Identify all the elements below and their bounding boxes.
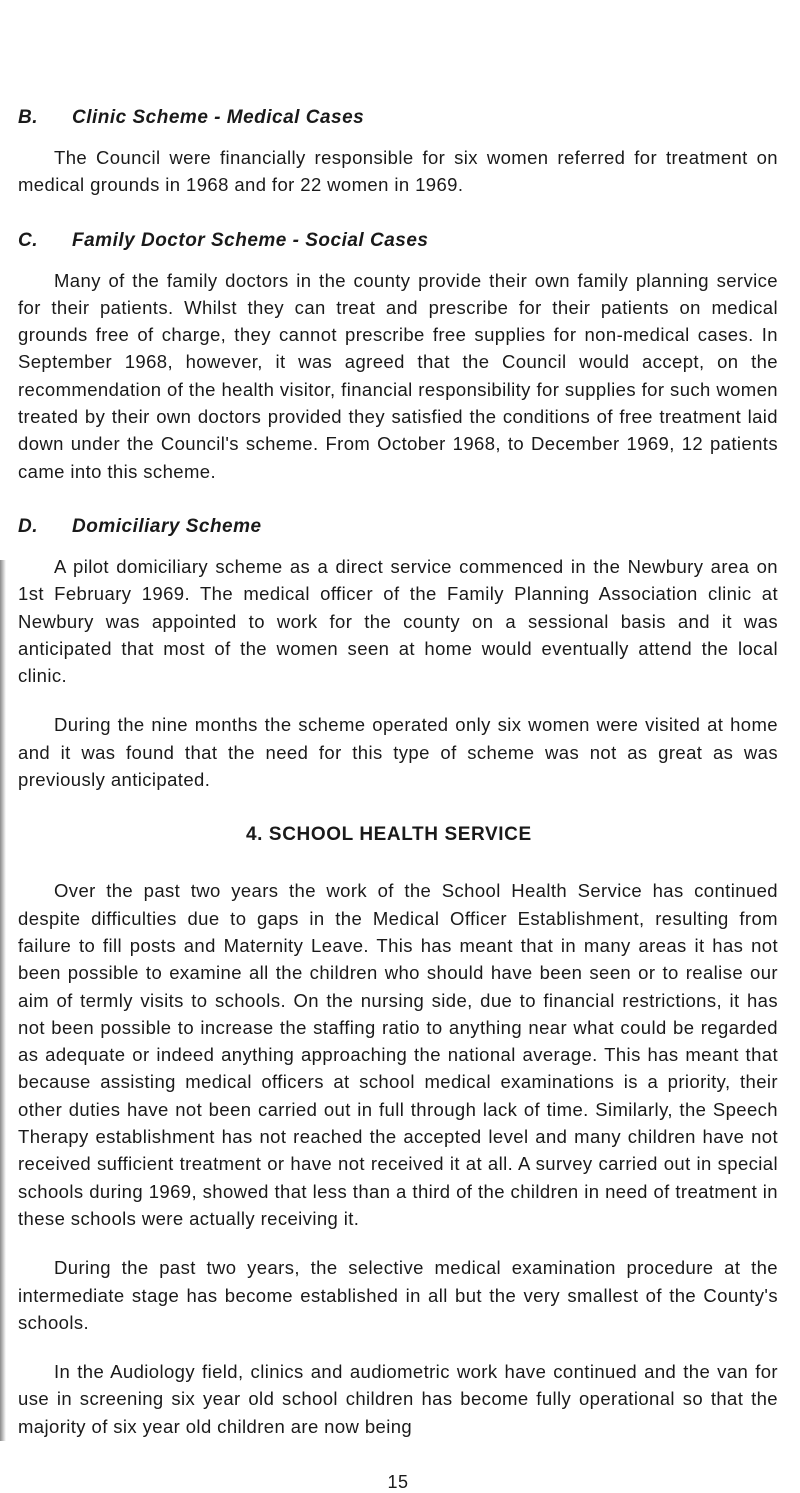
section-d-paragraph-2: During the nine months the scheme operated only six women were visited at home and it was found that the need for this type of scheme was not as great as was previously anticipated. [18, 714, 778, 791]
section-b-letter: B. [18, 107, 38, 128]
section-c-title: Family Doctor Scheme - Social Cases [72, 229, 429, 251]
section-d-letter: D. [18, 515, 38, 537]
school-health-paragraph-2: During the past two years, the selective medical examination procedure at the intermediate stage has become established in all but the very smallest of the County's schools. [18, 1257, 778, 1333]
section-b-title: Clinic Scheme - Medical Cases [72, 107, 365, 128]
page-number: 15 [387, 1472, 409, 1492]
section-c-paragraph-1: Many of the family doctors in the county provide their own family planning service for their patients. Whilst they can treat and prescribe for their patients on medical grounds free of charge, they cannot prescribe free supplies for non-medical cases. In September 1968, however, it was agreed that the Council would accept, on the recommendation of the health visitor, financial responsibility for supplies for such women treated by their own doctors provided they satisfied the conditions of free treatment laid down under the Council's scheme. From October 1968, to December 1969, 12 patients came into this scheme. [18, 269, 778, 482]
section-b-heading [18, 106, 778, 130]
section-c-heading [18, 229, 778, 253]
school-health-paragraph-3: In the Audiology field, clinics and audiometric work have continued and the van for use in screening six year old school children has become fully operational so that the majority of six year old children are now being [18, 1361, 778, 1437]
document-page [18, 106, 778, 1492]
section-d-paragraph-1: A pilot domiciliary scheme as a direct service commenced in the Newbury area on 1st February 1969. The medical officer of the Family Planning Association clinic at Newbury was appointed to work for the county on a sessional basis and it was anticipated that most of the women seen at home would eventually attend the local clinic. [18, 555, 778, 687]
section-d-title: Domiciliary Scheme [72, 515, 262, 537]
section-c-letter: C. [18, 229, 38, 251]
school-health-title: 4. SCHOOL HEALTH SERVICE [246, 824, 532, 846]
school-health-paragraph-1: Over the past two years the work of the School Health Service has continued despite difficulties due to gaps in the Medical Officer Establishment, resulting from failure to fill posts and Maternity Leave. This has meant that in many areas it has not been possible to examine all the children who should have been seen or to realise our aim of termly visits to schools. On the nursing side, due to financial restrictions, it has not been possible to increase the staffing ratio to anything near what could be regarded as adequate or indeed anything approaching the national average. This has meant that because assisting medical officers at school medical examinations is a priority, their other duties have not been carried out in full through lack of time. Similarly, the Speech Therapy establishment has not reached the accepted level and many children have not received sufficient treatment or have not received it at all. A survey carried out in special schools during 1969, showed that less than a third of the children in need of treatment in these schools were actually receiving it. [18, 880, 778, 1229]
section-b-paragraph-1: The Council were financially responsible for six women referred for treatment on medical grounds in 1968 and for 22 women in 1969. [18, 147, 778, 196]
page-edge-shadow [0, 560, 6, 1441]
section-d-heading [18, 515, 778, 539]
